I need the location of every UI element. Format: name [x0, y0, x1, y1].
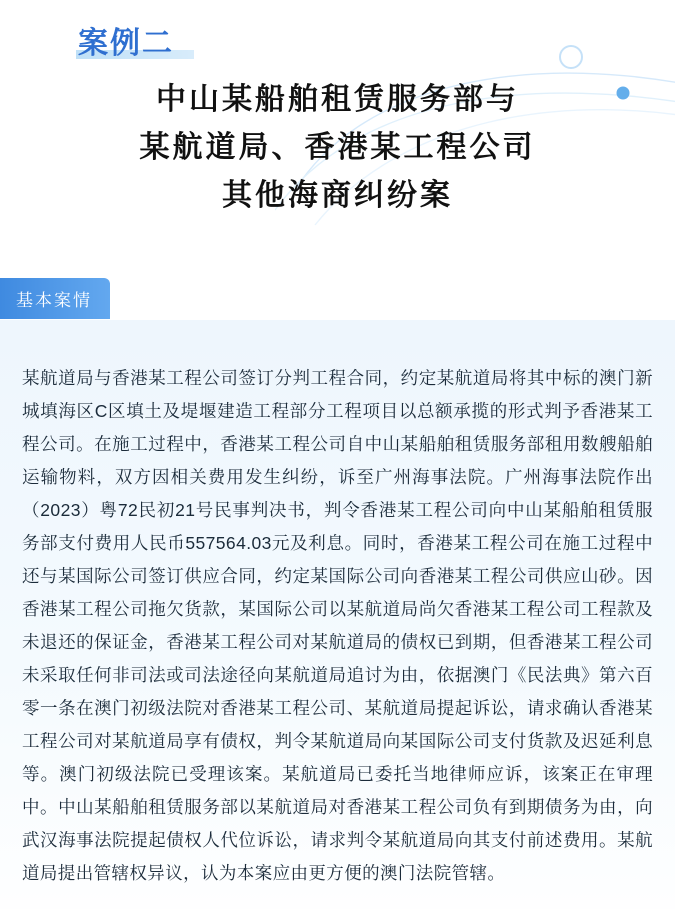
page-title-line-3: 其他海商纠纷案 — [222, 179, 453, 212]
case-body-panel — [0, 320, 675, 909]
page-title-line-1: 中山某船舶租赁服务部与 — [156, 83, 519, 116]
section-tab-container — [0, 278, 675, 320]
page-title — [0, 76, 675, 220]
document-header — [0, 0, 675, 278]
case-label: 案例二 — [78, 27, 174, 60]
case-body-paragraph: 某航道局与香港某工程公司签订分判工程合同，约定某航道局将其中标的澳门新城填海区C区填土及堤堰建造工程部分工程项目以总额承揽的形式判予香港某工程公司。在施工过程中，香港某工程公司自中山某船舶租赁服务部租用数艘船舶运输物料，双方因相关费用发生纠纷，诉至广州海事法院。广州海事法院作出（2023）粤72民初21号民事判决书，判令香港某工程公司向中山某船舶租赁服务部支付费用人民币557564.03元及利息。同时，香港某工程公司在施工过程中还与某国际公司签订供应合同，约定某国际公司向香港某工程公司供应山砂。因香港某工程公司拖欠货款，某国际公司以某航道局尚欠香港某工程公司工程款及未退还的保证金，香港某工程公司对某航道局的债权已到期，但香港某工程公司未采取任何非司法或司法途径向某航道局追讨为由，依据澳门《民法典》第六百零一条在澳门初级法院对香港某工程公司、某航道局提起诉讼，请求确认香港某工程公司对某航道局享有债权，判令某航道局向某国际公司支付货款及迟延利息等。澳门初级法院已受理该案。某航道局已委托当地律师应诉，该案正在审理中。中山某船舶租赁服务部以某航道局对香港某工程公司负有到期债务为由，向武汉海事法院提起债权人代位诉讼，请求判令某航道局向其支付前述费用。某航道局提出管辖权异议，认为本案应由更方便的澳门法院管辖。 — [22, 368, 653, 883]
section-tab-basic-facts: 基本案情 — [0, 278, 110, 319]
page-title-line-2: 某航道局、香港某工程公司 — [139, 131, 536, 164]
